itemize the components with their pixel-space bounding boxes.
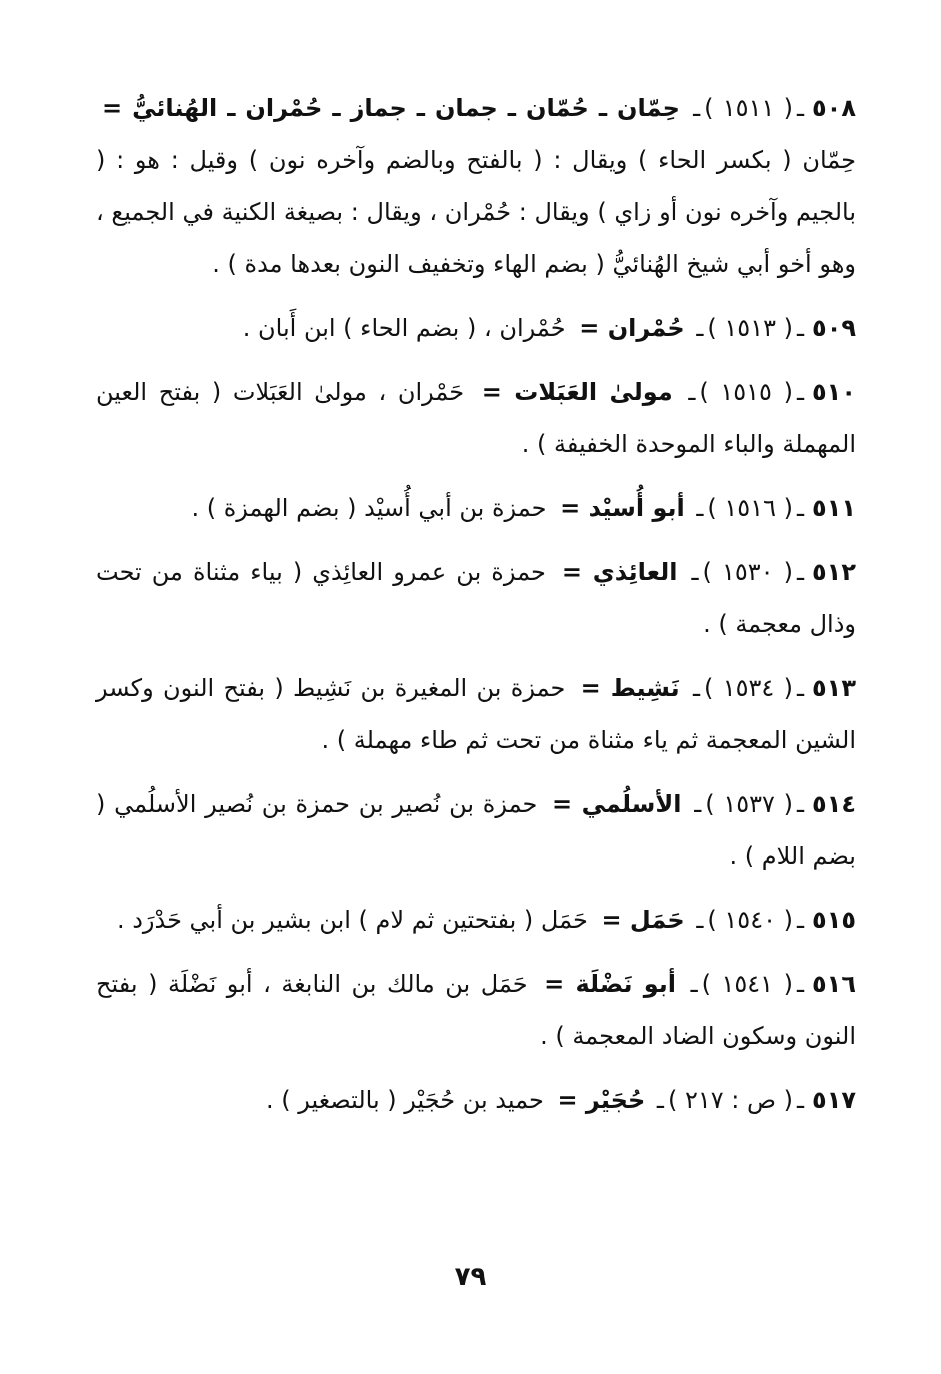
entry-dash: ـ: [696, 906, 704, 934]
entry-reference: ( ص : ٢١٧ ): [667, 1086, 793, 1114]
entry-heading: حُمْران =: [579, 314, 685, 342]
entry-number: ٥٠٨: [812, 94, 856, 122]
entry-text: حميد بن حُجَيْر ( بالتصغير ) .: [265, 1086, 544, 1114]
entry-text: حمزة بن المغيرة بن نَشِيط ( بفتح النون وكسر الشين المعجمة ثم ياء مثناة من تحت ثم طاء مهملة ) .: [96, 674, 856, 754]
entry-dash: ـ: [688, 378, 696, 406]
entry-heading: نَشِيط =: [580, 674, 680, 702]
page-number: ٧٩: [454, 1262, 487, 1292]
entry-reference: ( ١٥٣٠ ): [702, 558, 793, 586]
entry-dash: ـ: [796, 790, 804, 818]
entry-513: [96, 662, 856, 766]
entry-dash: ـ: [796, 558, 804, 586]
entry-dash: ـ: [691, 558, 699, 586]
entry-text: حُمْران ، ( بضم الحاء ) ابن أَبان .: [242, 314, 566, 342]
entry-heading: أبو نَضْلَة =: [544, 970, 677, 998]
entry-text: حَمَل بن مالك بن النابغة ، أبو نَضْلَة ( بفتح النون وسكون الضاد المعجمة ) .: [96, 970, 856, 1050]
entry-reference: ( ١٥٤١ ): [701, 970, 793, 998]
entry-dash: ـ: [796, 94, 804, 122]
entry-reference: ( ١٥١٦ ): [707, 494, 793, 522]
entry-dash: ـ: [656, 1086, 664, 1114]
entry-heading: حُجَيْر =: [557, 1086, 646, 1114]
entry-number: ٥١٥: [812, 906, 856, 934]
entry-heading: الأسلُمي =: [552, 790, 682, 818]
entry-number: ٥١٦: [812, 970, 856, 998]
entry-number: ٥١٠: [812, 378, 856, 406]
entry-dash: ـ: [690, 970, 698, 998]
entry-number: ٥١١: [812, 494, 856, 522]
entry-514: [96, 778, 856, 882]
entry-text: حمزة بن نُصير بن حمزة بن نُصير الأسلُمي ( بضم اللام ) .: [96, 790, 856, 870]
entry-number: ٥١٣: [812, 674, 856, 702]
entry-515: [96, 894, 856, 946]
entry-reference: ( ١٥٤٠ ): [707, 906, 793, 934]
entry-number: ٥١٤: [812, 790, 856, 818]
entry-512: [96, 546, 856, 650]
entry-text: حمزة بن عمرو العائِذي ( بياء مثناة من تحت وذال معجمة ) .: [96, 558, 856, 638]
entry-heading: العائِذي =: [561, 558, 678, 586]
entry-number: ٥١٧: [812, 1086, 856, 1114]
entry-509: [96, 302, 856, 354]
entry-dash: ـ: [796, 314, 804, 342]
entry-reference: ( ١٥١٥ ): [699, 378, 793, 406]
entry-text: حِمّان ( بكسر الحاء ) ويقال : ( بالفتح وبالضم وآخره نون ) وقيل : هو : ( بالجيم وآخره نون أو زاي ) ويقال : حُمْران ، ويقال : بصيغة الكنية في الجميع ، وهو أخو أبي شيخ الهُنائيُّ ( بضم الهاء وتخفيف النون بعدها مدة ) .: [96, 146, 856, 278]
page-body: [96, 82, 856, 1302]
entry-dash: ـ: [796, 494, 804, 522]
entry-text: حمزة بن أبي أُسيْد ( بضم الهمزة ) .: [191, 494, 547, 522]
entry-517: [96, 1074, 856, 1126]
entry-511: [96, 482, 856, 534]
entry-text: حَمْران ، مولىٰ العَبَلات ( بفتح العين المهملة والباء الموحدة الخفيفة ) .: [96, 378, 856, 458]
entry-dash: ـ: [693, 94, 701, 122]
entry-dash: ـ: [796, 1086, 804, 1114]
entry-dash: ـ: [696, 494, 704, 522]
entry-dash: ـ: [796, 906, 804, 934]
entry-heading: أبو أُسيْد =: [560, 494, 685, 522]
entry-reference: ( ١٥١١ ): [704, 94, 793, 122]
entry-508: [96, 82, 856, 290]
entry-reference: ( ١٥٣٧ ): [705, 790, 793, 818]
entry-number: ٥١٢: [812, 558, 856, 586]
entry-dash: ـ: [796, 378, 804, 406]
entry-dash: ـ: [694, 790, 702, 818]
entry-heading: حَمَل =: [601, 906, 685, 934]
entry-dash: ـ: [796, 970, 804, 998]
entry-reference: ( ١٥٣٤ ): [704, 674, 793, 702]
entry-heading: حِمّان ـ حُمّان ـ جمان ـ جماز ـ حُمْران ـ الهُنائيُّ =: [102, 94, 680, 122]
entry-516: [96, 958, 856, 1062]
entry-reference: ( ١٥١٣ ): [707, 314, 793, 342]
entry-number: ٥٠٩: [812, 314, 856, 342]
entry-dash: ـ: [693, 674, 701, 702]
entry-510: [96, 366, 856, 470]
entry-heading: مولىٰ العَبَلات =: [481, 378, 673, 406]
entry-dash: ـ: [696, 314, 704, 342]
entry-dash: ـ: [796, 674, 804, 702]
entry-text: حَمَل ( بفتحتين ثم لام ) ابن بشير بن أبي حَدْرَد .: [116, 906, 588, 934]
